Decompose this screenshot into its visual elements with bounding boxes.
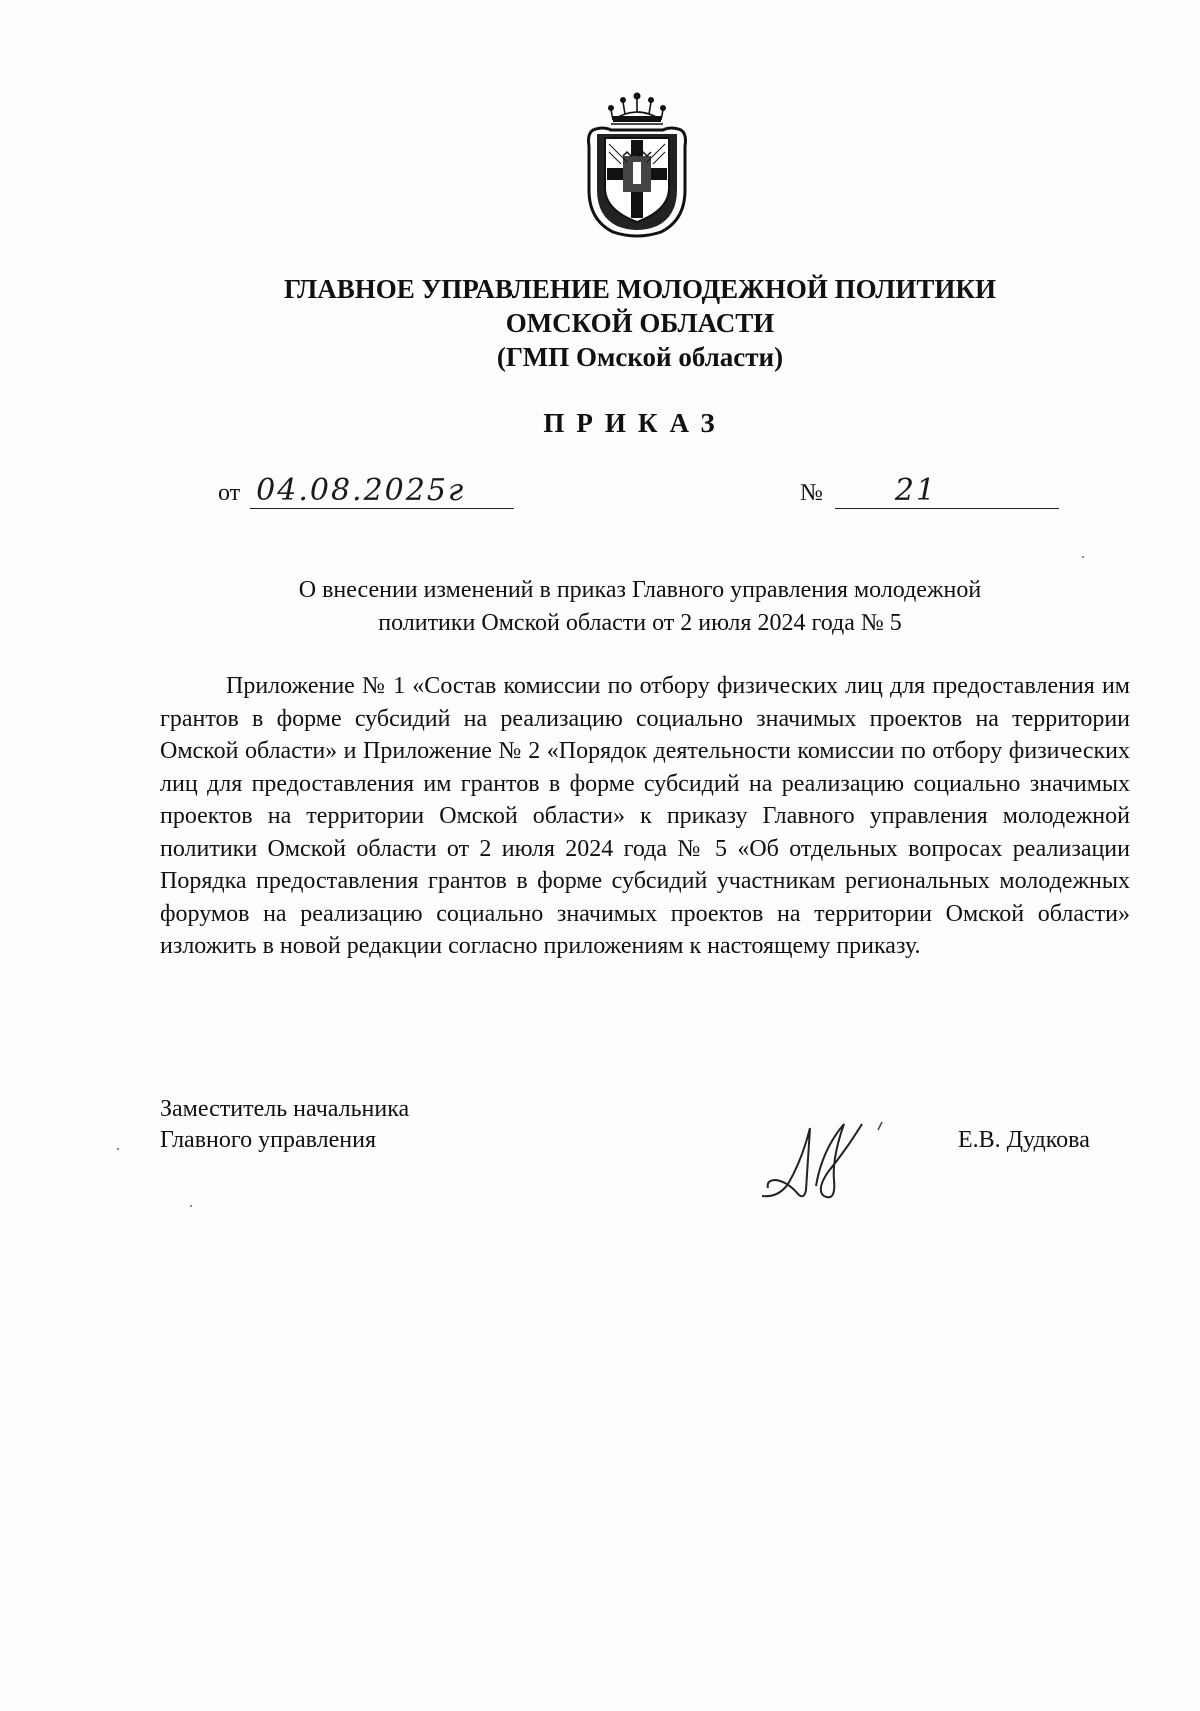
coat-of-arms-icon bbox=[583, 90, 691, 242]
org-name-line1: ГЛАВНОЕ УПРАВЛЕНИЕ МОЛОДЕЖНОЙ ПОЛИТИКИ bbox=[283, 274, 997, 304]
scan-speck bbox=[190, 1205, 192, 1207]
signer-position-line2: Главного управления bbox=[160, 1127, 376, 1153]
handwritten-signature bbox=[758, 1110, 888, 1206]
signer-position bbox=[160, 1094, 409, 1156]
subject-line2: политики Омской области от 2 июля 2024 года № 5 bbox=[378, 610, 902, 636]
signer-position-line1: Заместитель начальника bbox=[160, 1096, 410, 1122]
org-name-line2: ОМСКОЙ ОБЛАСТИ bbox=[505, 308, 775, 338]
date-prefix: от bbox=[218, 480, 241, 506]
org-name-short: (ГМП Омской области) bbox=[496, 342, 784, 372]
date-value: 04.08.2025г bbox=[250, 474, 514, 509]
document-body: Приложение № 1 «Состав комиссии по отбору физических лиц для предоставления им грантов в форме субсидий на реализацию социально значимых проектов на территории Омской области» и Приложение № 2 «Порядок деятельности комиссии по отбору физических лиц для предоставления им грантов в форме субсидий на реализацию социально значимых проектов на территории Омской области» к приказу Главного управления молодежной политики Омской области от 2 июля 2024 года № 5 «Об отдельных вопросах реализации Порядка предоставления грантов в форме субсидий участникам региональных молодежных форумов на реализацию социально значимых проектов на территории Омской области» изложить в новой редакции согласно приложениям к настоящему приказу. bbox=[160, 673, 1130, 959]
number-value: 21 bbox=[835, 474, 1059, 509]
number-prefix: № bbox=[800, 480, 823, 506]
document-type-title: ПРИКАЗ bbox=[543, 408, 727, 438]
scan-speck bbox=[117, 1148, 119, 1150]
document-subject bbox=[180, 574, 1100, 640]
document-date bbox=[218, 474, 514, 509]
subject-line1: О внесении изменений в приказ Главного управления молодежной bbox=[298, 577, 982, 603]
organization-header bbox=[0, 272, 1200, 374]
signer-name: Е.В. Дудкова bbox=[958, 1127, 1090, 1153]
document-number bbox=[800, 474, 1059, 509]
scan-speck bbox=[1082, 556, 1084, 558]
